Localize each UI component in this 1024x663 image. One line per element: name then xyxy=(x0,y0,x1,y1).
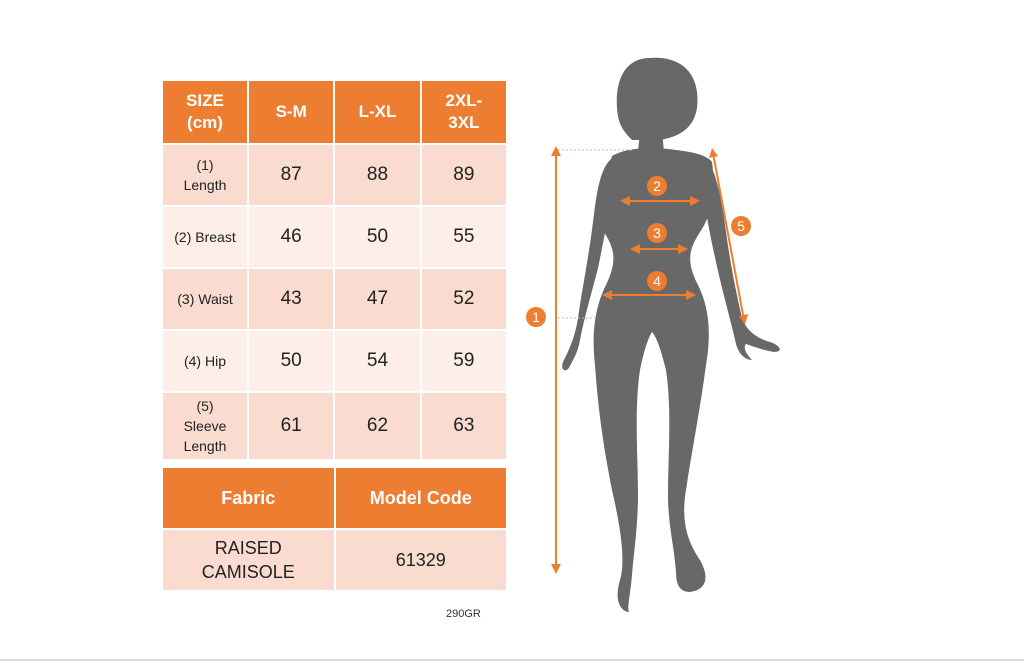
silhouette xyxy=(562,58,780,612)
measurement-value: 63 xyxy=(422,393,506,459)
size-header-cell: L-XL xyxy=(335,81,419,143)
size-table xyxy=(161,79,508,461)
info-header-row xyxy=(163,468,506,528)
model-code-header: Model Code xyxy=(336,468,507,528)
model-code-value: 61329 xyxy=(336,530,507,590)
measurement-value: 52 xyxy=(422,269,506,329)
marker-3 xyxy=(647,223,667,243)
measurement-value: 55 xyxy=(422,207,506,267)
table-row xyxy=(163,269,506,329)
svg-text:1: 1 xyxy=(532,309,540,325)
measurement-value: 59 xyxy=(422,331,506,391)
measurement-value: 50 xyxy=(335,207,419,267)
size-chart xyxy=(161,79,508,592)
size-header-cell: 2XL- 3XL xyxy=(422,81,506,143)
fabric-value: RAISED CAMISOLE xyxy=(163,530,334,590)
svg-text:5: 5 xyxy=(737,218,745,234)
marker-5 xyxy=(731,216,751,236)
weight-note: 290GR xyxy=(446,608,481,620)
size-header-cell: SIZE (cm) xyxy=(163,81,247,143)
svg-text:2: 2 xyxy=(653,178,661,194)
svg-text:3: 3 xyxy=(653,225,661,241)
measurement-value: 87 xyxy=(249,145,333,205)
measurement-label: (3) Waist xyxy=(163,269,247,329)
table-row xyxy=(163,331,506,391)
measurement-value: 50 xyxy=(249,331,333,391)
table-row xyxy=(163,393,506,459)
bottom-divider xyxy=(0,659,1024,661)
table-row xyxy=(163,207,506,267)
measurement-value: 89 xyxy=(422,145,506,205)
marker-2 xyxy=(647,176,667,196)
measurement-label: (2) Breast xyxy=(163,207,247,267)
measurement-value: 43 xyxy=(249,269,333,329)
measurement-value: 46 xyxy=(249,207,333,267)
measurement-label: (5) Sleeve Length xyxy=(163,393,247,459)
size-header-cell: S-M xyxy=(249,81,333,143)
measurement-value: 54 xyxy=(335,331,419,391)
measurement-label: (4) Hip xyxy=(163,331,247,391)
marker-1 xyxy=(526,307,546,327)
measurement-value: 62 xyxy=(335,393,419,459)
size-header-row xyxy=(163,81,506,143)
measurement-value: 88 xyxy=(335,145,419,205)
fabric-header: Fabric xyxy=(163,468,334,528)
info-value-row xyxy=(163,530,506,590)
measurement-label: (1) Length xyxy=(163,145,247,205)
svg-text:4: 4 xyxy=(653,273,661,289)
body-measurement-figure xyxy=(520,40,810,630)
measurement-value: 47 xyxy=(335,269,419,329)
measurement-value: 61 xyxy=(249,393,333,459)
table-row xyxy=(163,145,506,205)
marker-4 xyxy=(647,271,667,291)
product-info-table xyxy=(161,466,508,592)
